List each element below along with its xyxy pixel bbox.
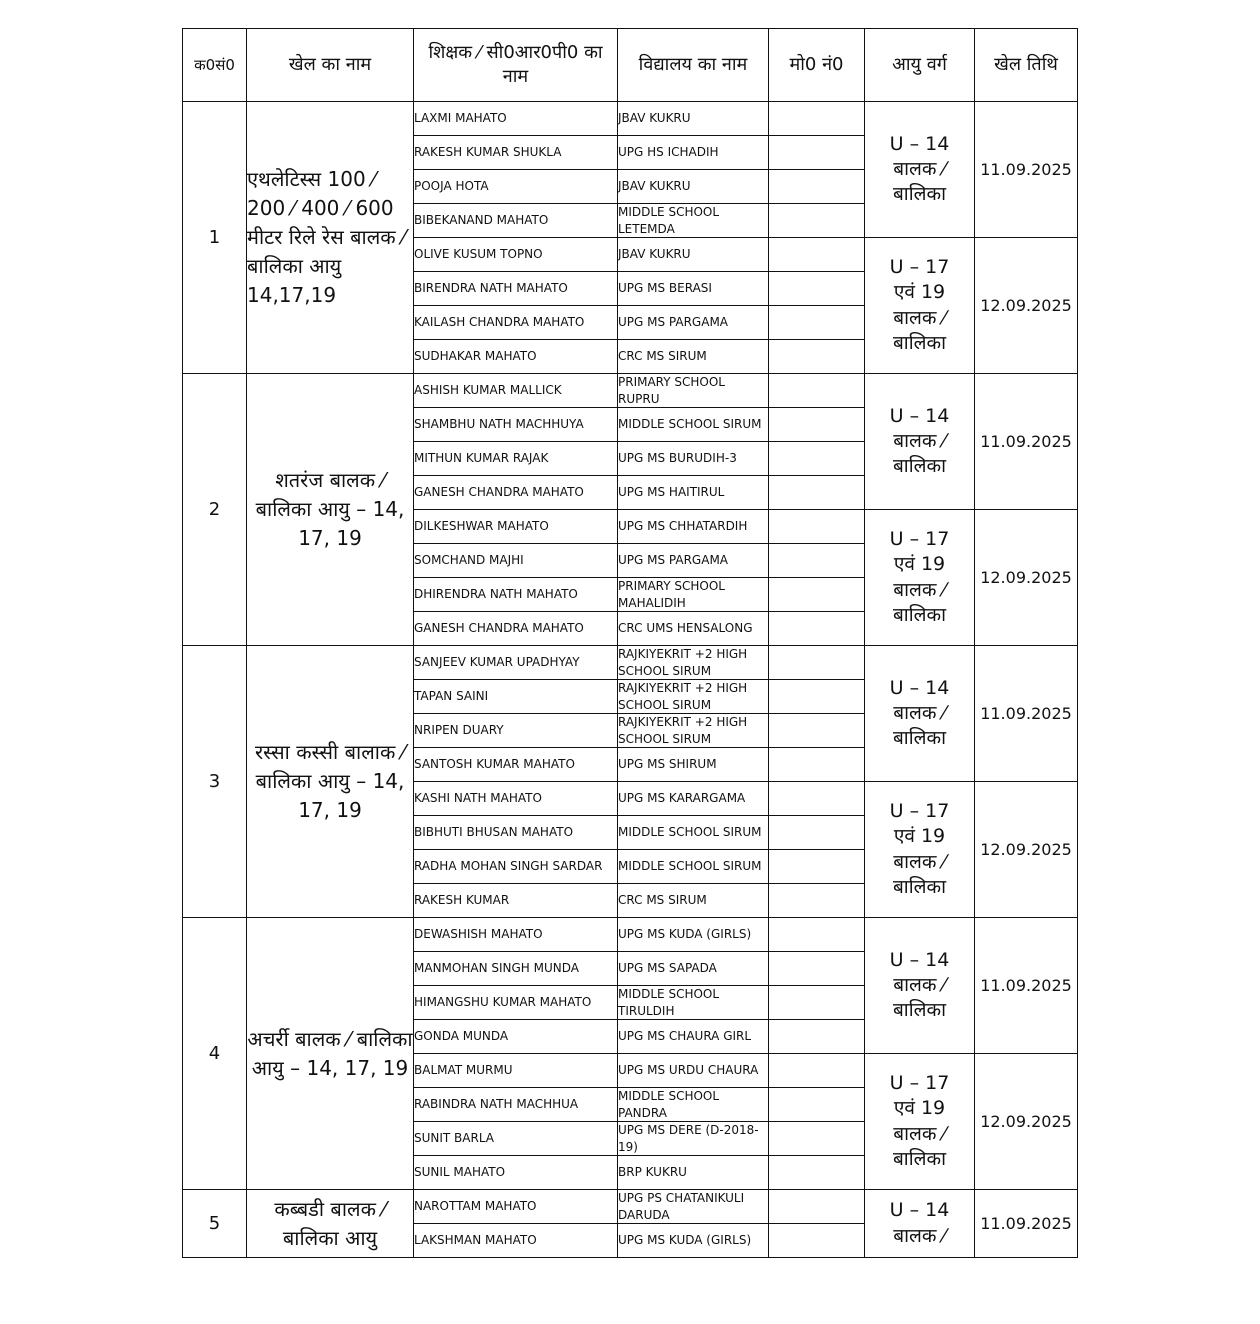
school-name-cell: CRC MS SIRUM [618, 884, 769, 918]
age-group-cell [865, 510, 975, 646]
mobile-number-cell [769, 374, 865, 408]
age-group-cell [865, 918, 975, 1054]
event-name-cell: एथलेटिस्स 100 ⁄ 200 ⁄ 400 ⁄ 600 मीटर रिले रेस बालक ⁄ बालिका आयु 14,17,19 [247, 102, 414, 374]
mobile-number-cell [769, 782, 865, 816]
event-date-cell: 12.09.2025 [975, 238, 1078, 374]
age-group-line: U – 14 [889, 404, 950, 427]
table-row [183, 918, 1078, 952]
age-group-line: बालिका [892, 455, 947, 478]
school-name-cell: CRC UMS HENSALONG [618, 612, 769, 646]
school-name-cell: MIDDLE SCHOOL SIRUM [618, 408, 769, 442]
mobile-number-cell [769, 612, 865, 646]
event-name-cell: रस्सा कस्सी बालाक ⁄ बालिका आयु – 14, 17, 19 [247, 646, 414, 918]
schedule-body [183, 102, 1078, 1258]
age-group-line: बालिका [892, 183, 947, 206]
table-row [183, 646, 1078, 680]
school-name-cell: CRC MS SIRUM [618, 340, 769, 374]
age-group-cell [865, 646, 975, 782]
teacher-name-cell: HIMANGSHU KUMAR MAHATO [414, 986, 618, 1020]
school-name-cell: MIDDLE SCHOOL TIRULDIH [618, 986, 769, 1020]
age-group-line: एवं 19 [893, 825, 946, 848]
school-name-cell: MIDDLE SCHOOL SIRUM [618, 850, 769, 884]
school-name-cell: UPG MS KARARGAMA [618, 782, 769, 816]
mobile-number-cell [769, 986, 865, 1020]
age-group-cell [865, 1054, 975, 1190]
teacher-name-cell: SUDHAKAR MAHATO [414, 340, 618, 374]
teacher-name-cell: POOJA HOTA [414, 170, 618, 204]
school-name-cell: MIDDLE SCHOOL SIRUM [618, 816, 769, 850]
mobile-number-cell [769, 102, 865, 136]
school-name-cell: UPG MS HAITIRUL [618, 476, 769, 510]
header-event-name: खेल का नाम [247, 29, 414, 102]
teacher-name-cell: SUNIT BARLA [414, 1122, 618, 1156]
age-group-line: बालक ⁄ [893, 578, 946, 601]
header-teacher-name: शिक्षक ⁄ सी0आर0पी0 का नाम [414, 29, 618, 102]
age-group-line: बालिका [892, 603, 947, 626]
age-group-line: बालक ⁄ [893, 157, 946, 180]
teacher-name-cell: RADHA MOHAN SINGH SARDAR [414, 850, 618, 884]
teacher-name-cell: RAKESH KUMAR SHUKLA [414, 136, 618, 170]
age-group-line: बालिका [892, 727, 947, 750]
age-group-line: एवं 19 [893, 1097, 946, 1120]
age-group-line: U – 17 [889, 800, 950, 823]
mobile-number-cell [769, 714, 865, 748]
serial-number-cell: 5 [183, 1190, 247, 1258]
mobile-number-cell [769, 578, 865, 612]
school-name-cell: BRP KUKRU [618, 1156, 769, 1190]
school-name-cell: UPG MS SHIRUM [618, 748, 769, 782]
mobile-number-cell [769, 272, 865, 306]
header-event-date: खेल तिथि [975, 29, 1078, 102]
teacher-name-cell: RAKESH KUMAR [414, 884, 618, 918]
teacher-name-cell: GONDA MUNDA [414, 1020, 618, 1054]
school-name-cell: UPG MS KUDA (GIRLS) [618, 918, 769, 952]
event-name-cell: अचर्री बालक ⁄ बालिका आयु – 14, 17, 19 [247, 918, 414, 1190]
school-name-cell: JBAV KUKRU [618, 238, 769, 272]
sports-schedule-table [182, 28, 1078, 1258]
serial-number-cell: 1 [183, 102, 247, 374]
teacher-name-cell: BIBEKANAND MAHATO [414, 204, 618, 238]
age-group-line: बालक ⁄ [893, 429, 946, 452]
school-name-cell: UPG PS CHATANIKULI DARUDA [618, 1190, 769, 1224]
age-group-cell [865, 1190, 975, 1258]
event-date-cell: 11.09.2025 [975, 646, 1078, 782]
age-group-line: बालिका [892, 1147, 947, 1170]
teacher-name-cell: GANESH CHANDRA MAHATO [414, 612, 618, 646]
event-name-cell: शतरंज बालक ⁄ बालिका आयु – 14, 17, 19 [247, 374, 414, 646]
event-date-cell: 11.09.2025 [975, 102, 1078, 238]
teacher-name-cell: LAKSHMAN MAHATO [414, 1224, 618, 1258]
age-group-line: U – 14 [889, 676, 950, 699]
mobile-number-cell [769, 850, 865, 884]
age-group-line: बालक ⁄ [893, 1224, 946, 1247]
teacher-name-cell: MITHUN KUMAR RAJAK [414, 442, 618, 476]
age-group-line: बालक ⁄ [893, 306, 946, 329]
mobile-number-cell [769, 136, 865, 170]
mobile-number-cell [769, 170, 865, 204]
teacher-name-cell: BIRENDRA NATH MAHATO [414, 272, 618, 306]
header-age-group: आयु वर्ग [865, 29, 975, 102]
table-row [183, 374, 1078, 408]
school-name-cell: UPG MS CHHATARDIH [618, 510, 769, 544]
teacher-name-cell: ASHISH KUMAR MALLICK [414, 374, 618, 408]
mobile-number-cell [769, 340, 865, 374]
header-serial-number: क0सं0 [183, 29, 247, 102]
school-name-cell: PRIMARY SCHOOL RUPRU [618, 374, 769, 408]
mobile-number-cell [769, 306, 865, 340]
mobile-number-cell [769, 1088, 865, 1122]
age-group-cell [865, 374, 975, 510]
teacher-name-cell: OLIVE KUSUM TOPNO [414, 238, 618, 272]
event-date-cell: 11.09.2025 [975, 1190, 1078, 1258]
school-name-cell: JBAV KUKRU [618, 170, 769, 204]
school-name-cell: JBAV KUKRU [618, 102, 769, 136]
serial-number-cell: 3 [183, 646, 247, 918]
mobile-number-cell [769, 510, 865, 544]
age-group-line: बालक ⁄ [893, 850, 946, 873]
teacher-name-cell: NAROTTAM MAHATO [414, 1190, 618, 1224]
school-name-cell: RAJKIYEKRIT +2 HIGH SCHOOL SIRUM [618, 714, 769, 748]
school-name-cell: UPG MS BERASI [618, 272, 769, 306]
school-name-cell: UPG MS URDU CHAURA [618, 1054, 769, 1088]
mobile-number-cell [769, 476, 865, 510]
teacher-name-cell: SUNIL MAHATO [414, 1156, 618, 1190]
serial-number-cell: 4 [183, 918, 247, 1190]
mobile-number-cell [769, 204, 865, 238]
school-name-cell: UPG MS DERE (D-2018-19) [618, 1122, 769, 1156]
age-group-cell [865, 782, 975, 918]
teacher-name-cell: GANESH CHANDRA MAHATO [414, 476, 618, 510]
mobile-number-cell [769, 1224, 865, 1258]
age-group-line: बालक ⁄ [893, 973, 946, 996]
age-group-line: U – 17 [889, 528, 950, 551]
age-group-line: U – 17 [889, 1072, 950, 1095]
mobile-number-cell [769, 680, 865, 714]
table-row [183, 102, 1078, 136]
teacher-name-cell: BIBHUTI BHUSAN MAHATO [414, 816, 618, 850]
teacher-name-cell: DEWASHISH MAHATO [414, 918, 618, 952]
age-group-line: U – 17 [889, 256, 950, 279]
teacher-name-cell: NRIPEN DUARY [414, 714, 618, 748]
mobile-number-cell [769, 442, 865, 476]
teacher-name-cell: SOMCHAND MAJHI [414, 544, 618, 578]
school-name-cell: UPG MS CHAURA GIRL [618, 1020, 769, 1054]
school-name-cell: UPG HS ICHADIH [618, 136, 769, 170]
teacher-name-cell: LAXMI MAHATO [414, 102, 618, 136]
mobile-number-cell [769, 1190, 865, 1224]
age-group-line: एवं 19 [893, 281, 946, 304]
teacher-name-cell: KAILASH CHANDRA MAHATO [414, 306, 618, 340]
school-name-cell: MIDDLE SCHOOL LETEMDA [618, 204, 769, 238]
age-group-line: बालक ⁄ [893, 1122, 946, 1145]
mobile-number-cell [769, 748, 865, 782]
age-group-line: बालिका [892, 331, 947, 354]
age-group-line: एवं 19 [893, 553, 946, 576]
event-date-cell: 12.09.2025 [975, 1054, 1078, 1190]
header-school-name: विद्यालय का नाम [618, 29, 769, 102]
teacher-name-cell: DILKESHWAR MAHATO [414, 510, 618, 544]
age-group-cell [865, 102, 975, 238]
mobile-number-cell [769, 1020, 865, 1054]
teacher-name-cell: KASHI NATH MAHATO [414, 782, 618, 816]
teacher-name-cell: BALMAT MURMU [414, 1054, 618, 1088]
age-group-line: बालिका [892, 875, 947, 898]
age-group-line: बालक ⁄ [893, 701, 946, 724]
event-date-cell: 11.09.2025 [975, 374, 1078, 510]
mobile-number-cell [769, 408, 865, 442]
mobile-number-cell [769, 646, 865, 680]
teacher-name-cell: DHIRENDRA NATH MAHATO [414, 578, 618, 612]
event-name-cell: कब्बडी बालक ⁄ बालिका आयु [247, 1190, 414, 1258]
age-group-cell [865, 238, 975, 374]
age-group-line: U – 14 [889, 132, 950, 155]
mobile-number-cell [769, 1156, 865, 1190]
school-name-cell: PRIMARY SCHOOL MAHALIDIH [618, 578, 769, 612]
school-name-cell: UPG MS PARGAMA [618, 306, 769, 340]
teacher-name-cell: SANJEEV KUMAR UPADHYAY [414, 646, 618, 680]
event-date-cell: 12.09.2025 [975, 782, 1078, 918]
event-date-cell: 11.09.2025 [975, 918, 1078, 1054]
header-row [183, 29, 1078, 102]
teacher-name-cell: TAPAN SAINI [414, 680, 618, 714]
teacher-name-cell: SANTOSH KUMAR MAHATO [414, 748, 618, 782]
teacher-name-cell: RABINDRA NATH MACHHUA [414, 1088, 618, 1122]
teacher-name-cell: MANMOHAN SINGH MUNDA [414, 952, 618, 986]
age-group-line: U – 14 [889, 948, 950, 971]
teacher-name-cell: SHAMBHU NATH MACHHUYA [414, 408, 618, 442]
school-name-cell: UPG MS KUDA (GIRLS) [618, 1224, 769, 1258]
header-mobile-number: मो0 नं0 [769, 29, 865, 102]
mobile-number-cell [769, 952, 865, 986]
mobile-number-cell [769, 544, 865, 578]
serial-number-cell: 2 [183, 374, 247, 646]
school-name-cell: UPG MS BURUDIH-3 [618, 442, 769, 476]
mobile-number-cell [769, 1054, 865, 1088]
event-date-cell: 12.09.2025 [975, 510, 1078, 646]
school-name-cell: RAJKIYEKRIT +2 HIGH SCHOOL SIRUM [618, 680, 769, 714]
mobile-number-cell [769, 1122, 865, 1156]
table-row [183, 1190, 1078, 1224]
age-group-line: बालिका [892, 999, 947, 1022]
mobile-number-cell [769, 884, 865, 918]
age-group-line: U – 14 [889, 1199, 950, 1222]
mobile-number-cell [769, 816, 865, 850]
school-name-cell: UPG MS PARGAMA [618, 544, 769, 578]
school-name-cell: UPG MS SAPADA [618, 952, 769, 986]
mobile-number-cell [769, 918, 865, 952]
school-name-cell: MIDDLE SCHOOL PANDRA [618, 1088, 769, 1122]
mobile-number-cell [769, 238, 865, 272]
school-name-cell: RAJKIYEKRIT +2 HIGH SCHOOL SIRUM [618, 646, 769, 680]
